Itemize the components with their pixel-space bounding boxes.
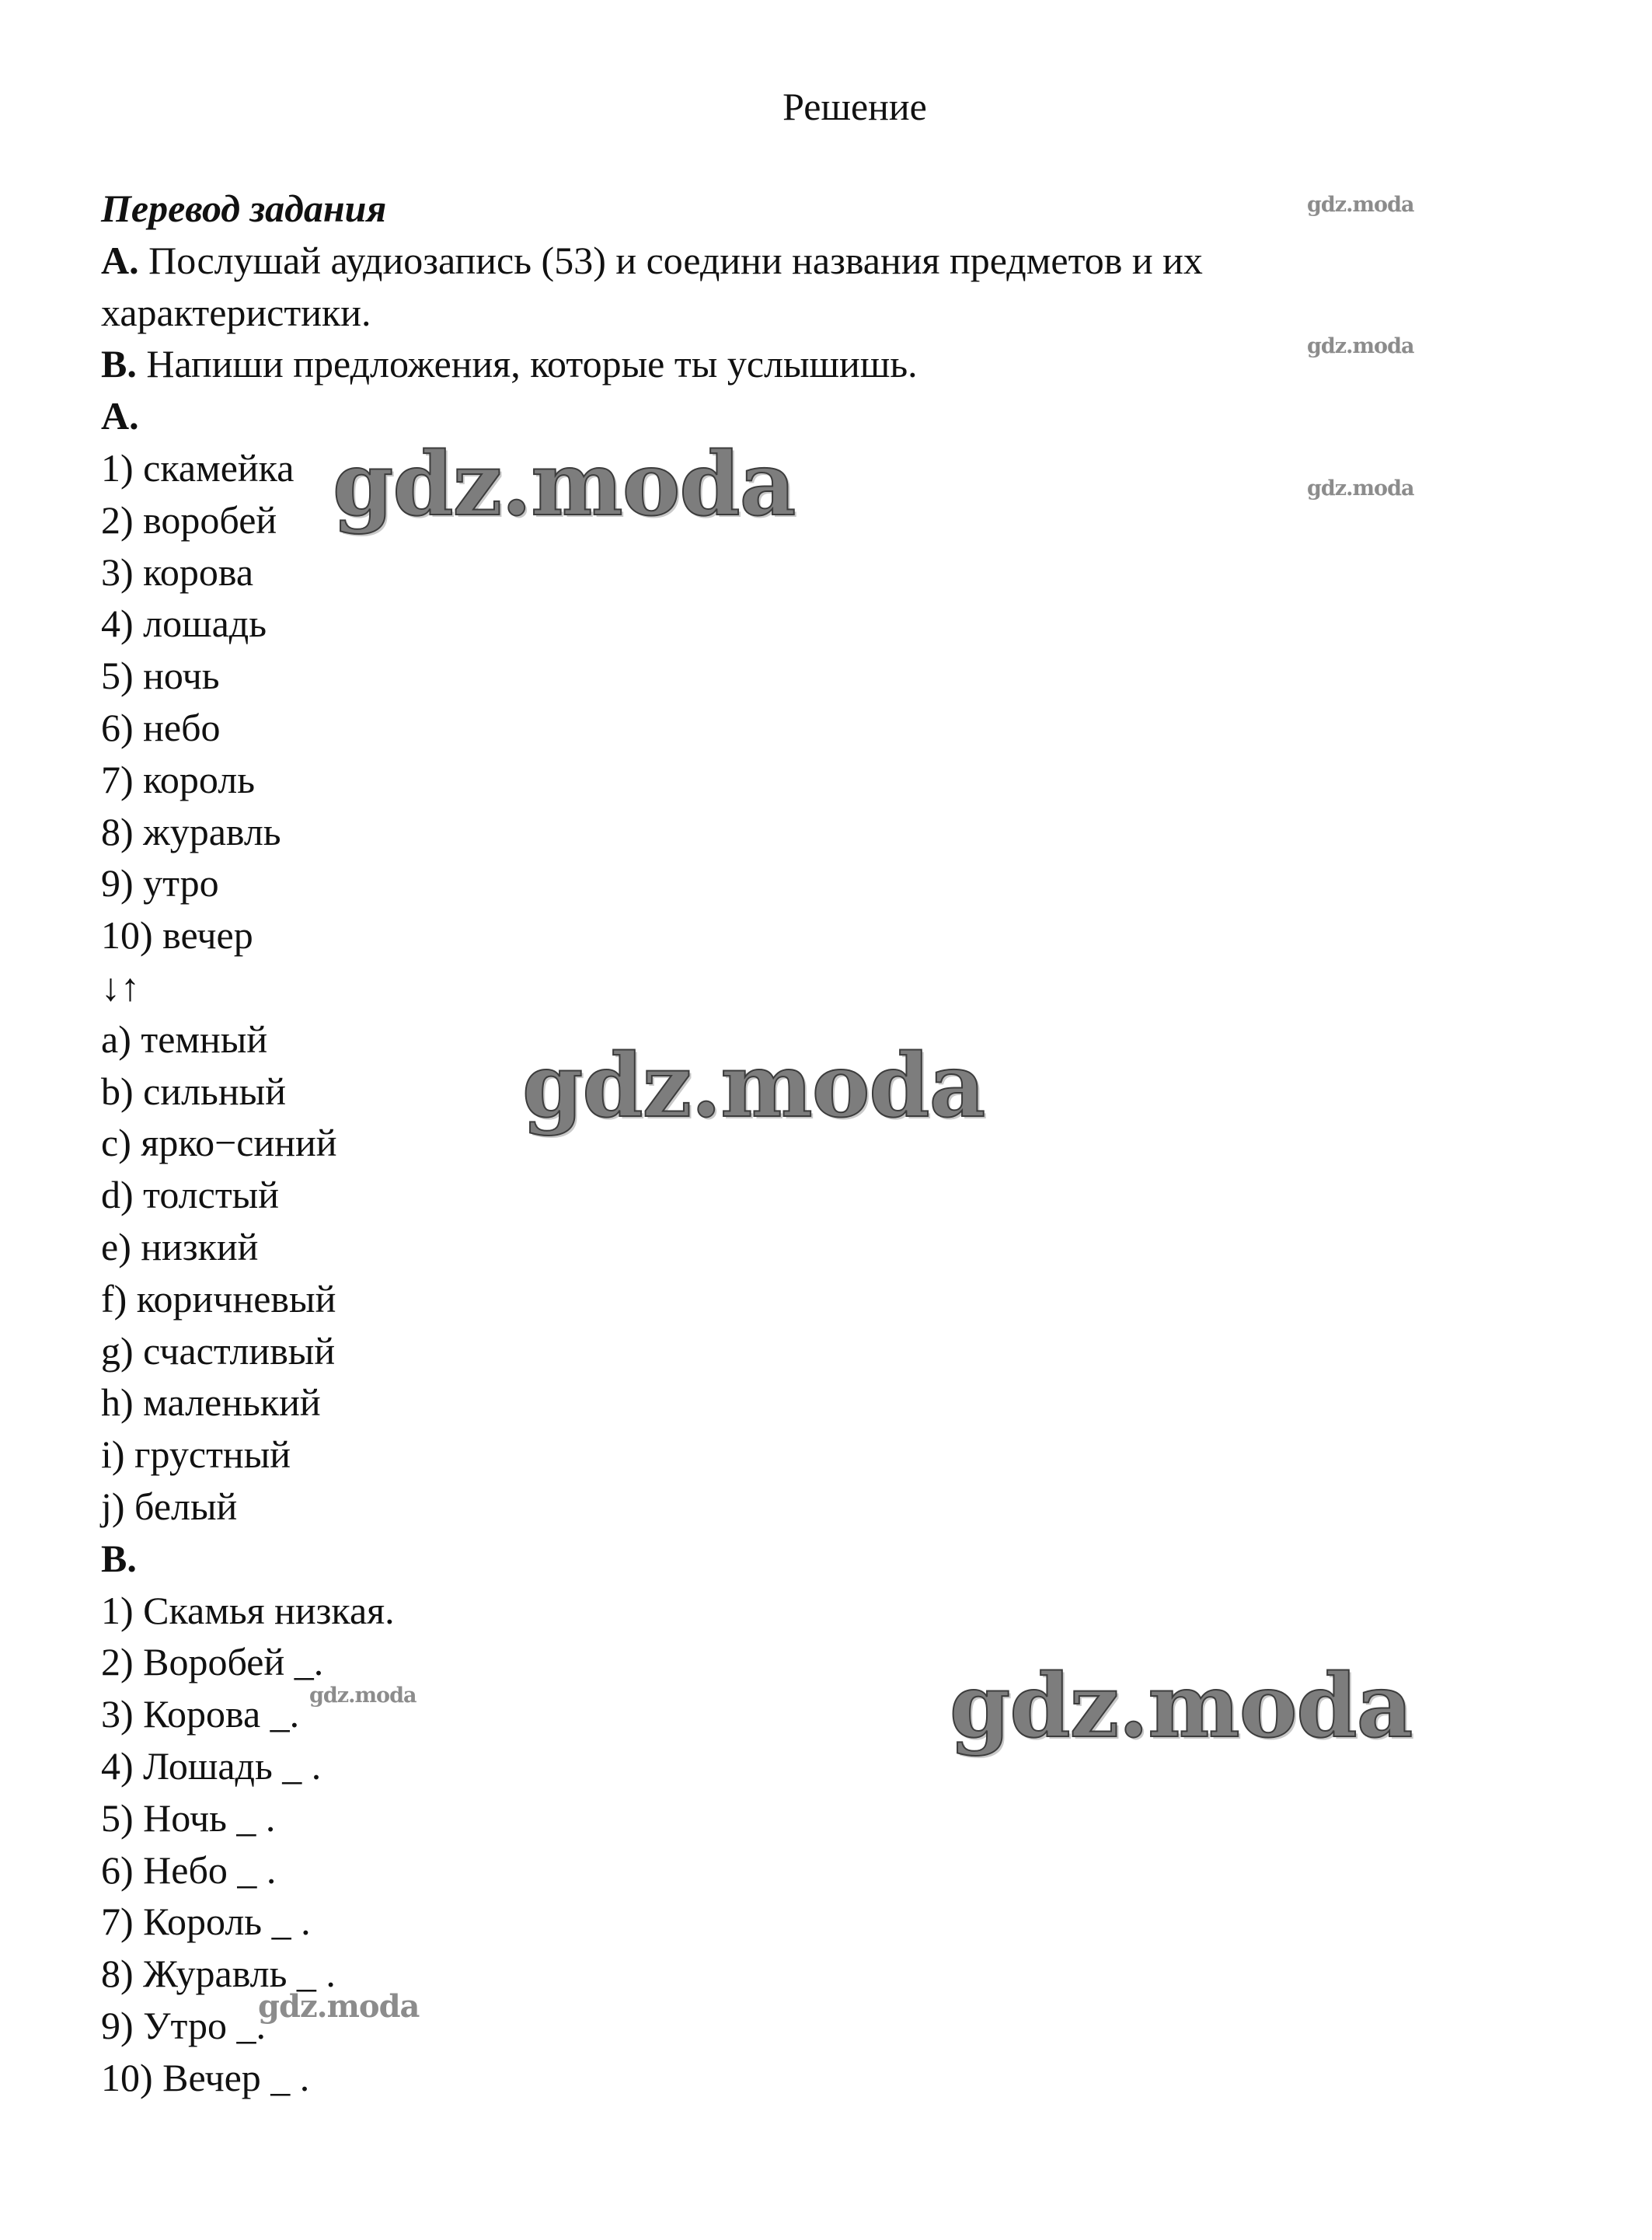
watermark-small: gdz.moda [1307, 476, 1414, 501]
adjective-item: b) сильный [101, 1069, 286, 1113]
adjective-item: j) белый [101, 1484, 238, 1528]
adjective-item: a) темный [101, 1017, 268, 1061]
task-a-label: A. [101, 238, 139, 282]
noun-item: 7) король [101, 757, 255, 801]
adjective-item: g) счастливый [101, 1328, 336, 1373]
translation-title: Перевод задания [101, 187, 387, 230]
match-arrows: ↓↑ [101, 965, 140, 1009]
sentence-item: 1) Скамья низкая. [101, 1588, 395, 1632]
adjective-item: i) грустный [101, 1432, 291, 1477]
sentence-item: 4) Лошадь _ . [101, 1743, 322, 1788]
watermark-large: gdz.moda [333, 434, 796, 536]
noun-item: 1) скамейка [101, 445, 295, 490]
sentence-item: 9) Утро _. [101, 2003, 267, 2047]
task-a-instruction [101, 235, 1438, 339]
watermark-small: gdz.moda [309, 1683, 416, 1708]
sentence-item: 2) Воробей _. [101, 1640, 324, 1684]
adjective-item: e) низкий [101, 1224, 259, 1268]
watermark-small: gdz.moda [1307, 334, 1414, 358]
task-b-instruction [101, 338, 1438, 390]
adjective-item: f) коричневый [101, 1276, 336, 1321]
noun-item: 9) утро [101, 861, 219, 905]
sentence-item: 6) Небо _ . [101, 1847, 277, 1892]
task-b-label: B. [101, 342, 137, 386]
noun-item: 2) воробей [101, 497, 277, 542]
watermark-large: gdz.moda [950, 1656, 1413, 1757]
watermark-small: gdz.moda [1307, 193, 1414, 217]
noun-item: 10) вечер [101, 913, 253, 958]
sentence-item: 5) Ночь _ . [101, 1795, 276, 1840]
sentence-item: 10) Вечер _ . [101, 2055, 310, 2099]
task-a-text: Послушай аудиозапись (53) и соедини названия предметов и их характеристики. [101, 238, 1203, 334]
section-a-label: A. [101, 394, 139, 438]
sentence-item: 7) Король _ . [101, 1900, 311, 1944]
sentence-item: 8) Журавль _ . [101, 1952, 336, 1996]
watermark-large: gdz.moda [522, 1035, 985, 1137]
page-heading: Решение [782, 85, 927, 128]
noun-item: 4) лошадь [101, 602, 267, 646]
watermark-small: gdz.moda [258, 1988, 420, 2025]
adjective-item: c) ярко−синий [101, 1121, 337, 1165]
adjective-item: h) маленький [101, 1380, 321, 1425]
task-b-text: Напиши предложения, которые ты услышишь. [146, 342, 918, 386]
noun-item: 6) небо [101, 705, 221, 749]
sentence-item: 3) Корова _. [101, 1692, 300, 1736]
section-b-label: B. [101, 1536, 137, 1580]
noun-item: 3) корова [101, 550, 254, 594]
noun-item: 8) журавль [101, 809, 281, 853]
noun-item: 5) ночь [101, 654, 220, 698]
adjective-item: d) толстый [101, 1173, 280, 1217]
